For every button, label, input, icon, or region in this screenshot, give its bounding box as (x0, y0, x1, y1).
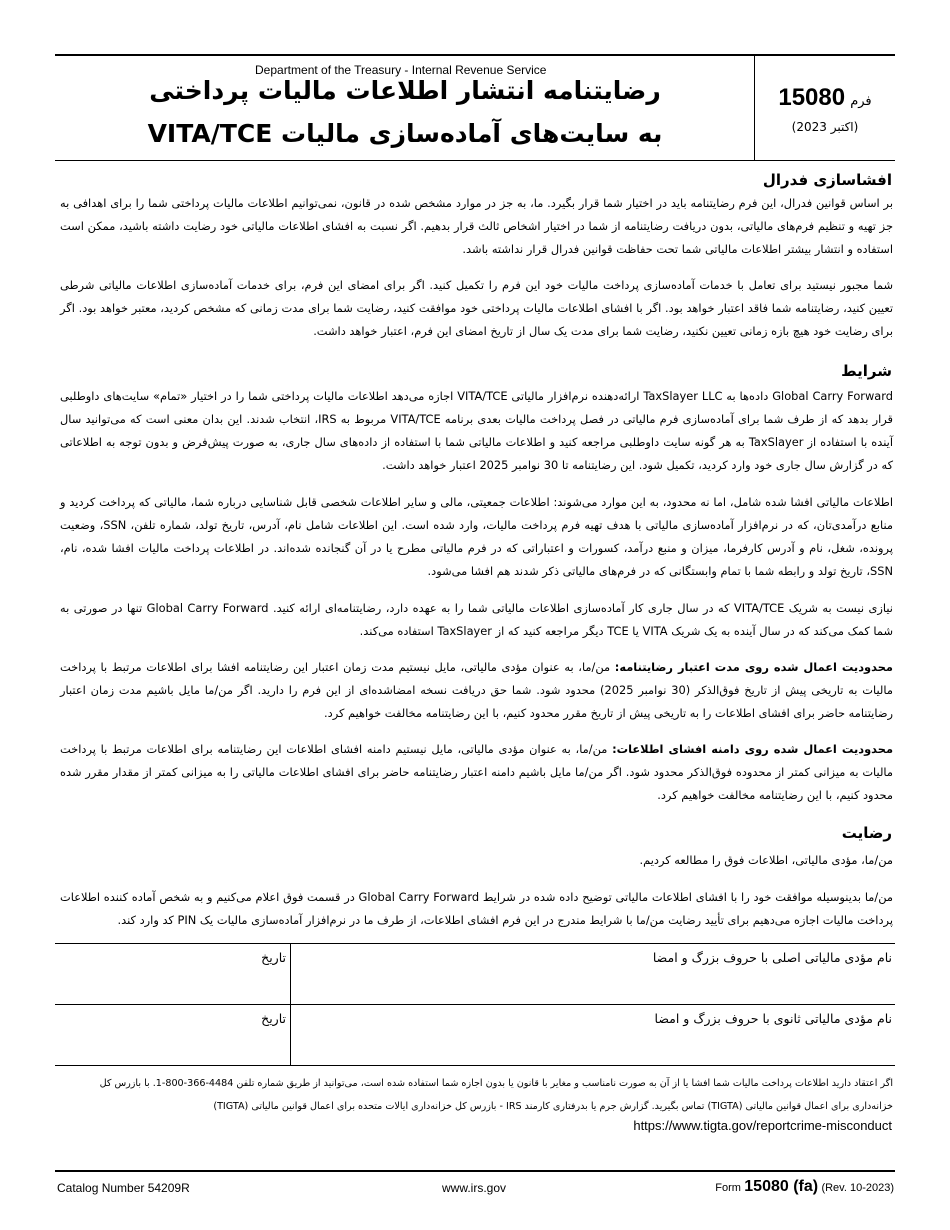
limit-duration-text: من/ما، به عنوان مؤدی مالیاتی، مایل نیستیم مدت زمان اعتبار این رضایتنامه افشا برای اطلاعات مرتبط با پرداخت مالیات به تاریخی پیش از تاریخ فوق‌الذکر (30 نوامبر 2025) محدود شود. شما حق دریافت نسخه امضاشده‌ای از این فرم را دارید. اگر من/ما مایل باشیم مدت زمان اعتبار رضایتنامه حاضر برای افشای اطلاعات را به تاریخی پیش از تاریخ مقرر محدود کنیم، با این رضایتنامه مخالفت خواهیم کرد. (60, 660, 893, 720)
terms-para-3: نیازی نیست به شریک VITA/TCE که در سال جاری کار آماده‌سازی اطلاعات مالیاتی شما را به عهده دارد، رضایتنامه‌ای ارائه کنید. Global Carry Forward تنها در صورتی به شما کمک می‌کند که در سال آینده به یک شریک VITA یا TCE دیگر مراجعه کنید که از TaxSlayer استفاده می‌کند. (60, 601, 893, 638)
header-bottom-rule (55, 160, 895, 161)
form-label: فرم (850, 94, 872, 109)
heading-terms: شرایط (841, 362, 892, 380)
form-id: 15080 (fa) (744, 1178, 819, 1195)
primary-signature-field[interactable]: نام مؤدی مالیاتی اصلی با حروف بزرگ و امضا (652, 950, 892, 965)
signature-table-bottom (55, 1065, 895, 1066)
form-title-line2: به سایت‌های آماده‌سازی مالیات VITA/TCE (147, 119, 663, 148)
footer-rule (55, 1170, 895, 1172)
catalog-number: Catalog Number 54209R (57, 1181, 190, 1195)
footer-notice: اگر اعتقاد دارید اطلاعات پرداخت مالیات شما افشا یا از آن به صورت نامناسب و مغایر با قانون یا بدون اجازه شما استفاده شده است، می‌توانید از طریق شماره تلفن 4484-366-800-1. با بازرس کل خزانه‌داری برای اعمال قوانین مالیاتی (TIGTA) تماس بگیرید. گزارش جرم یا بدرفتاری کارمند IRS - بازرس کل خزانه‌داری ایالات متحده برای اعمال قوانین مالیاتی (TIGTA) (99, 1078, 893, 1112)
form-footer-id (715, 1178, 894, 1196)
form-rev: (Rev. 10-2023) (821, 1182, 894, 1194)
department-name: Department of the Treasury - Internal Revenue Service (255, 63, 547, 77)
form-revision: (اکتبر 2023) (791, 120, 859, 134)
consent-para-1: من/ما، مؤدی مالیاتی، اطلاعات فوق را مطالعه کردیم. (639, 853, 893, 867)
heading-federal-disclosure: افشاسازی فدرال (762, 171, 892, 189)
terms-para-1: Global Carry Forward داده‌ها به TaxSlayer LLC ارائه‌دهنده نرم‌افزار مالیاتی VITA/TCE اجازه می‌دهد اطلاعات مالیات پرداختی شما را در اختیار «تمام» سایت‌های داوطلبی قرار بدهد که از طرف شما برای آماده‌سازی فرم مالیاتی در فصل پرداخت مالیات بعدی برنامه VITA/TCE مربوط به IRS، انتخاب شدند. این بدان معنی است که می‌توانید سال آینده با استفاده از TaxSlayer به هر گونه سایت داوطلبی مراجعه کنید و اطلاعات مالیاتی شما با استفاده از داده‌های سال جاری، به صورت پیش‌فرض و بدون توجه به اطلاعاتی که در گزارش سال جاری خود وارد کردید، تکمیل شود. این رضایتنامه تا 30 نوامبر 2025 اعتبار خواهد داشت. (60, 389, 893, 472)
form-title-line1: رضایتنامه انتشار اطلاعات مالیات پرداختی (149, 76, 661, 105)
terms-para-2: اطلاعات مالیاتی افشا شده شامل، اما نه محدود، به این موارد می‌شوند: اطلاعات جمعیتی، مالی و سایر اطلاعات شخصی قابل شناسایی درباره شما، مالیاتی که پرداخت کردید و منابع درآمدی‌تان، که در نرم‌افزار آماده‌سازی مالیاتی با هدف تهیه فرم پرداخت مالیات، وارد شده است. این اطلاعات شامل نام، آدرس، تاریخ تولد، شماره تلفن، SSN، وضعیت پرونده، شغل، نام و آدرس کارفرما، میزان و منبع درآمد، کسورات و اعتباراتی که در فرم مالیاتی مطرح یا در آن گنجانده شده‌اند. در اطلاعات پرداخت مالیات افشا شده، نام، SSN، تاریخ تولد و رابطه شما با تمام وابستگانی که در فرم‌های مالیاتی ذکر شدند هم افشا می‌شود. (60, 495, 893, 578)
irs-website[interactable]: www.irs.gov (442, 1181, 507, 1195)
limit-scope-text: من/ما، به عنوان مؤدی مالیاتی، مایل نیستیم دامنه افشای اطلاعات این رضایتنامه برای اطلاعات مرتبط با پرداخت مالیات به میزانی کمتر از محدوده فوق‌الذکر محدود شود. اگر من/ما مایل باشیم دامنه اعتبار رضایتنامه حاضر برای افشای اطلاعات مالیاتی را به میزانی کمتر از مقدار مقرر شده محدود کنیم، با این رضایتنامه مخالفت خواهیم کرد. (60, 742, 893, 802)
limit-duration-heading: محدودیت اعمال شده روی مدت اعتبار رضایتنامه: (614, 660, 893, 674)
terms-para-4 (60, 656, 893, 725)
terms-para-5 (60, 738, 893, 807)
primary-date-field[interactable]: تاریخ (261, 950, 286, 965)
tigta-link[interactable]: https://www.tigta.gov/reportcrime-misconduct (633, 1118, 892, 1133)
form-prefix: Form (715, 1182, 741, 1194)
heading-consent: رضایت (841, 824, 892, 842)
federal-para-1: بر اساس قوانین فدرال، این فرم رضایتنامه باید در اختیار شما قرار بگیرد. ما، به جز در موارد مشخص شده در قانون، نمی‌توانیم اطلاعات مالیات پرداختی شما را برای اهدافی به جز تهیه و تنظیم فرم‌های مالیاتی، بدون دریافت رضایتنامه از شما در اختیار اشخاص ثالث قرار بدهیم. اگر نسبت به افشای اطلاعات مالیاتی خود رضایت داشته باشید، ممکن است استفاده و انتشار بیشتر اطلاعات مالیاتی شما تحت حفاظت قوانین فدرال قرار نداشته باشد. (60, 196, 893, 256)
form-number-box (755, 56, 895, 160)
signature-table-middle (55, 1004, 895, 1005)
secondary-signature-field[interactable]: نام مؤدی مالیاتی ثانوی با حروف بزرگ و امضا (654, 1011, 892, 1026)
secondary-date-field[interactable]: تاریخ (261, 1011, 286, 1026)
signature-table-divider (290, 943, 291, 1065)
limit-scope-heading: محدودیت اعمال شده روی دامنه افشای اطلاعات: (612, 742, 893, 756)
form-number: 15080 (778, 84, 846, 111)
signature-table-top (55, 943, 895, 944)
federal-para-2: شما مجبور نیستید برای تعامل با خدمات آماده‌سازی پرداخت مالیات خود این فرم را تکمیل کنید. اگر برای امضای این فرم، برای خدمات آماده‌سازی اطلاعات مالیاتی شرطی تعیین کنید، رضایتنامه شما فاقد اعتبار خواهد بود. اگر با افشای اطلاعات مالیات پرداختی خود موافقت کنید، رضایت شما برای مدت زمانی که مشخص کردید، معتبر خواهد بود. اگر برای رضایت خود هیچ بازه زمانی تعیین نکنید، رضایت شما برای مدت یک سال از تاریخ امضای این فرم، اعتبار خواهد داشت. (60, 278, 893, 338)
consent-para-2: من/ما بدینوسیله موافقت خود را با افشای اطلاعات مالیاتی توضیح داده شده در شرایط Global Carry Forward در قسمت فوق اعلام می‌کنیم و به شخص آماده کننده اطلاعات پرداخت مالیات اجازه می‌دهیم برای تأیید رضایت من/ما با شرایط مندرج در این فرم افشای اطلاعات، از طرف ما در نرم‌افزار آماده‌سازی مالیات یک PIN کد وارد کند. (60, 890, 894, 927)
